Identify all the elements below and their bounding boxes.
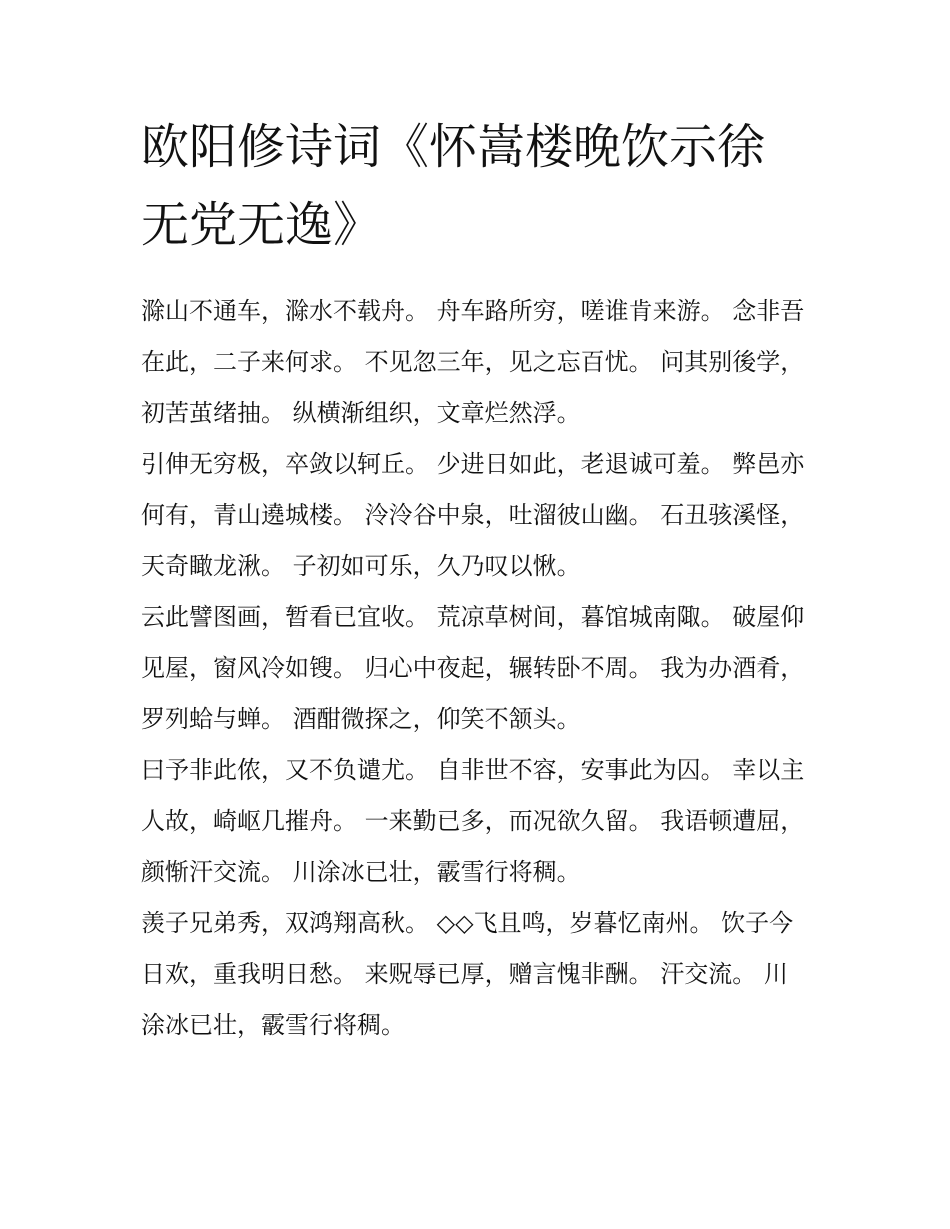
document-body <box>141 108 806 1051</box>
paragraph-5: 羡子兄弟秀，双鸿翔高秋。 ◇◇飞且鸣，岁暮忆南州。 饮子今日欢，重我明日愁。 来贶辱已厚，赠言愧非酬。 汗交流。 川涂冰已壮，霰雪行将稠。 <box>141 909 794 1039</box>
paragraph-4: 曰予非此侬，又不负谴尤。 自非世不容，安事此为囚。 幸以主人故，崎岖几摧舟。 一来勤已多，而况欲久留。 我语顿遭屈，颜惭汗交流。 川涂冰已壮，霰雪行将稠。 <box>141 756 805 886</box>
paragraph-2: 引伸无穷极，卒敛以轲丘。 少进日如此，老退诚可羞。 弊邑亦何有，青山遶城楼。 泠泠谷中泉，吐溜彼山幽。 石丑骇溪怪，天奇瞰龙湫。 子初如可乐，久乃叹以愀。 <box>141 450 805 580</box>
poem-text <box>141 286 806 1051</box>
paragraph-3: 云此譬图画，暂看已宜收。 荒凉草树间，暮馆城南陬。 破屋仰见屋，窗风冷如锼。 归心中夜起，辗转卧不周。 我为办酒肴，罗列蛤与蝉。 酒酣微探之，仰笑不颔头。 <box>141 603 805 733</box>
document-title: 欧阳修诗词《怀嵩楼晚饮示徐无党无逸》 <box>141 119 766 253</box>
paragraph-1: 滁山不通车，滁水不载舟。 舟车路所穷，嗟谁肯来游。 念非吾在此，二子来何求。 不见忽三年，见之忘百忧。 问其别後学，初苦茧绪抽。 纵横渐组织，文章烂然浮。 <box>141 297 805 427</box>
